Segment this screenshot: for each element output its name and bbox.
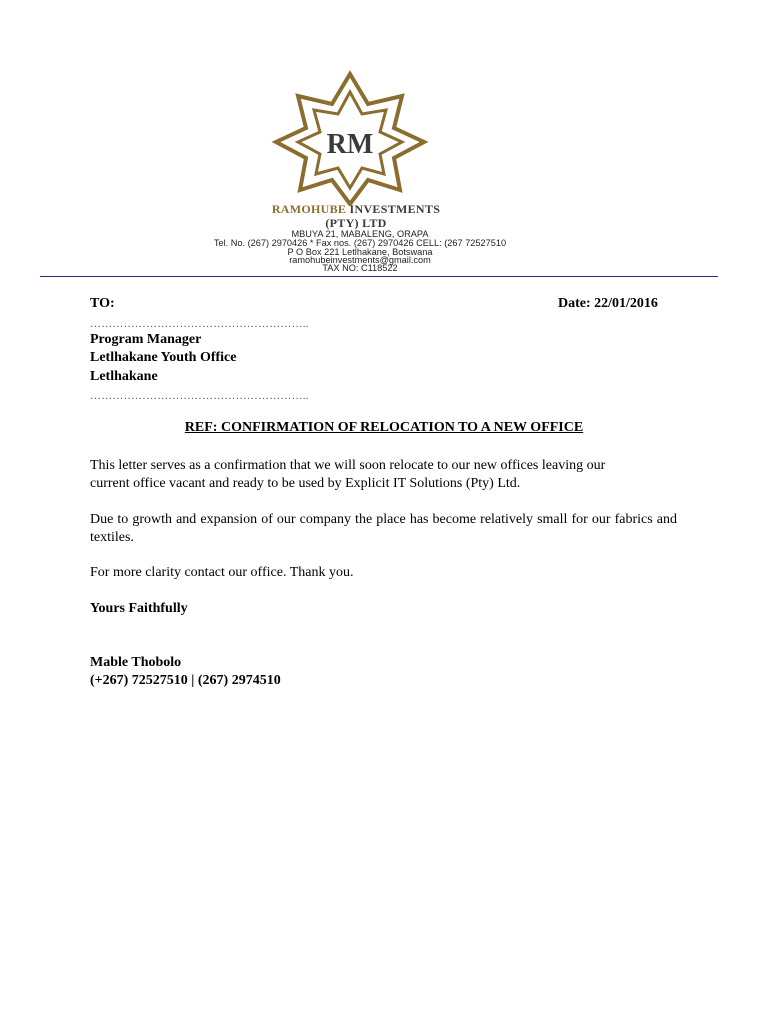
body-paragraph-2: Due to growth and expansion of our company the place has become relatively small for our fabrics and textiles. <box>90 512 677 545</box>
company-logo <box>270 70 430 206</box>
reference-heading: REF: CONFIRMATION OF RELOCATION TO A NEW OFFICE <box>184 420 584 435</box>
company-address: MBUYA 21, MABALENG, ORAPA <box>291 229 429 239</box>
letter-date: Date: 22/01/2016 <box>558 296 658 311</box>
body-paragraph-1: This letter serves as a confirmation that we will soon relocate to our new offices leaving our current office vacant and ready to be used by Explicit IT Solutions (Pty) Ltd. <box>90 458 606 491</box>
recipient-town: Letlhakane <box>90 369 158 384</box>
logo-monogram: RM <box>326 129 374 160</box>
closing: Yours Faithfully <box>90 601 188 616</box>
signatory-phones: (+267) 72527510 | (267) 2974510 <box>90 673 281 688</box>
recipient-office: Letlhakane Youth Office <box>90 350 237 365</box>
to-label: TO: <box>90 296 115 311</box>
company-name: RAMOHUBE INVESTMENTS <box>271 202 441 216</box>
header-divider <box>40 276 718 277</box>
dotted-line-top: ………………………………………………….. <box>90 318 309 330</box>
dotted-line-bottom: ………………………………………………….. <box>90 390 309 402</box>
company-email: ramohubeinvestments@gmail.com <box>289 255 431 265</box>
body-paragraph-3: For more clarity contact our office. Thank you. <box>90 565 354 580</box>
signatory-name: Mable Thobolo <box>90 655 182 670</box>
company-phone: Tel. No. (267) 2970426 * Fax nos. (267) 2970426 CELL: (267 72527510 <box>213 238 507 248</box>
company-po-box: P O Box 221 Letlhakane, Botswana <box>287 247 433 257</box>
recipient-title: Program Manager <box>90 332 202 347</box>
company-tax-no: TAX NO: C118522 <box>322 263 398 273</box>
company-suffix: (PTY) LTD <box>325 216 387 230</box>
